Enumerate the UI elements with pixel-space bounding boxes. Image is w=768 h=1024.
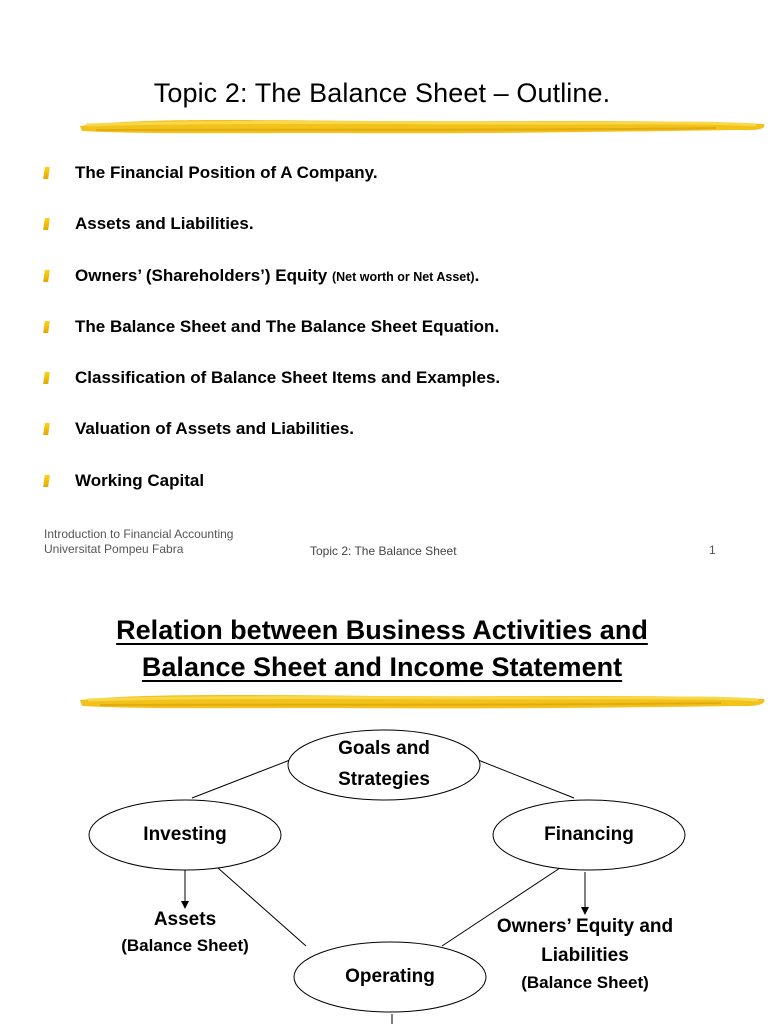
bullet-icon bbox=[43, 423, 50, 435]
bullet-icon bbox=[43, 475, 50, 487]
bullet-icon bbox=[43, 321, 50, 333]
equity-label-group bbox=[455, 912, 715, 996]
footer-university: Universitat Pompeu Fabra bbox=[44, 542, 184, 556]
bullet-text: Classification of Balance Sheet Items and Examples. bbox=[75, 368, 501, 388]
bullet-text: Assets and Liabilities. bbox=[75, 214, 254, 234]
bullet-text: Owners’ (Shareholders’) Equity bbox=[75, 265, 332, 285]
title-brush-underline bbox=[76, 112, 768, 138]
node-operating-label: Operating bbox=[345, 966, 435, 987]
bullet-text-group bbox=[75, 263, 479, 290]
bullet-text: The Balance Sheet and The Balance Sheet Equation. bbox=[75, 316, 500, 336]
equity-label-line-2: Liabilities bbox=[541, 945, 629, 966]
slide-title: Topic 2: The Balance Sheet – Outline. bbox=[153, 78, 611, 108]
slide-relation bbox=[0, 590, 768, 1024]
bullet-icon bbox=[43, 270, 50, 282]
list-item bbox=[44, 160, 744, 211]
list-item bbox=[44, 263, 744, 314]
connector-line bbox=[478, 760, 574, 798]
page-number: 1 bbox=[709, 543, 716, 557]
connector-line bbox=[192, 760, 290, 798]
footer-course bbox=[44, 527, 233, 557]
bullet-tail: . bbox=[474, 265, 480, 285]
bullet-note: (Net worth or Net Asset) bbox=[331, 269, 475, 284]
bullet-icon bbox=[43, 167, 50, 179]
list-item bbox=[44, 314, 744, 365]
bullet-icon bbox=[43, 372, 50, 384]
bullet-text: Valuation of Assets and Liabilities. bbox=[75, 419, 354, 439]
outline-list bbox=[44, 160, 744, 519]
node-goals-line-1: Goals and bbox=[338, 738, 430, 759]
assets-sub-label: (Balance Sheet) bbox=[121, 936, 249, 955]
list-item bbox=[44, 211, 744, 262]
list-item bbox=[44, 416, 744, 467]
slide-title-line-2: Balance Sheet and Income Statement bbox=[141, 652, 623, 682]
assets-label: Assets bbox=[153, 909, 217, 930]
slide-title-line-1: Relation between Business Activities and bbox=[116, 615, 648, 645]
bullet-text: Working Capital bbox=[75, 470, 205, 490]
equity-label-line-1: Owners’ Equity and bbox=[496, 916, 674, 937]
footer-course-name: Introduction to Financial Accounting bbox=[44, 527, 234, 541]
list-item bbox=[44, 468, 744, 519]
bullet-text: The Financial Position of A Company. bbox=[75, 163, 378, 182]
node-goals-label bbox=[284, 733, 484, 795]
node-goals-line-2: Strategies bbox=[338, 769, 430, 790]
equity-sub-label: (Balance Sheet) bbox=[521, 973, 649, 992]
bullet-icon bbox=[43, 218, 50, 230]
node-financing-label: Financing bbox=[544, 824, 634, 845]
list-item bbox=[44, 365, 744, 416]
assets-label-group bbox=[85, 906, 285, 958]
node-investing-label: Investing bbox=[143, 824, 227, 845]
footer-topic: Topic 2: The Balance Sheet bbox=[310, 544, 457, 558]
